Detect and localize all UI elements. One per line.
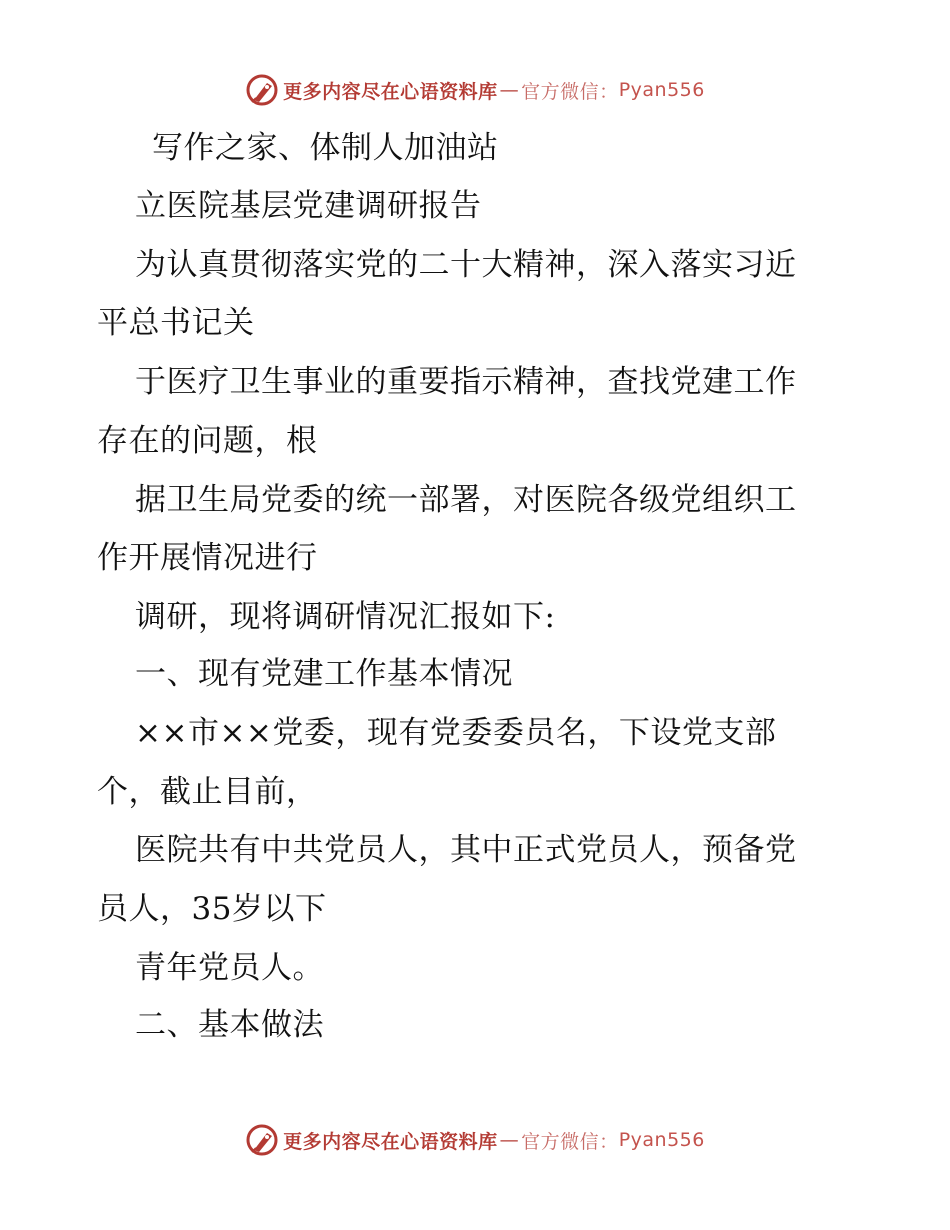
document-title: 立医院基层党建调研报告 (135, 188, 482, 224)
section-heading: 一、现有党建工作基本情况 (135, 656, 513, 692)
pen-nib-logo-icon (245, 1123, 279, 1157)
header-watermark (0, 70, 950, 110)
document-line: 作开展情况进行 (97, 540, 318, 576)
document-line: 存在的问题，根 (97, 423, 318, 459)
watermark-separator: — (499, 1129, 520, 1151)
footer-watermark (0, 1120, 950, 1160)
document-line: 青年党员人。 (135, 950, 324, 986)
watermark-id: Pyan556 (618, 1129, 705, 1151)
document-line: 写作之家、体制人加油站 (152, 130, 499, 166)
pen-nib-logo-icon (245, 73, 279, 107)
watermark-brand: 更多内容尽在心语资料库 (283, 80, 498, 103)
document-line: 为认真贯彻落实党的二十大精神，深入落实习近 (135, 247, 797, 283)
watermark-id: Pyan556 (618, 79, 705, 101)
watermark-brand: 更多内容尽在心语资料库 (283, 1130, 498, 1153)
document-line: 员人，35岁以下 (97, 891, 327, 927)
watermark-separator: — (499, 79, 520, 101)
document-line: 于医疗卫生事业的重要指示精神，查找党建工作 (135, 364, 797, 400)
section-heading: 二、基本做法 (135, 1007, 324, 1043)
document-line: 医院共有中共党员人，其中正式党员人，预备党 (135, 832, 797, 868)
document-line: ××市××党委，现有党委委员名，下设党支部 (135, 715, 777, 751)
watermark-label: 官方微信： (521, 80, 619, 103)
document-line: 据卫生局党委的统一部署，对医院各级党组织工 (135, 482, 797, 518)
document-line: 平总书记关 (97, 305, 255, 341)
watermark-label: 官方微信： (521, 1130, 619, 1153)
document-line: 调研，现将调研情况汇报如下: (135, 599, 556, 635)
document-line: 个，截止目前， (97, 774, 318, 810)
